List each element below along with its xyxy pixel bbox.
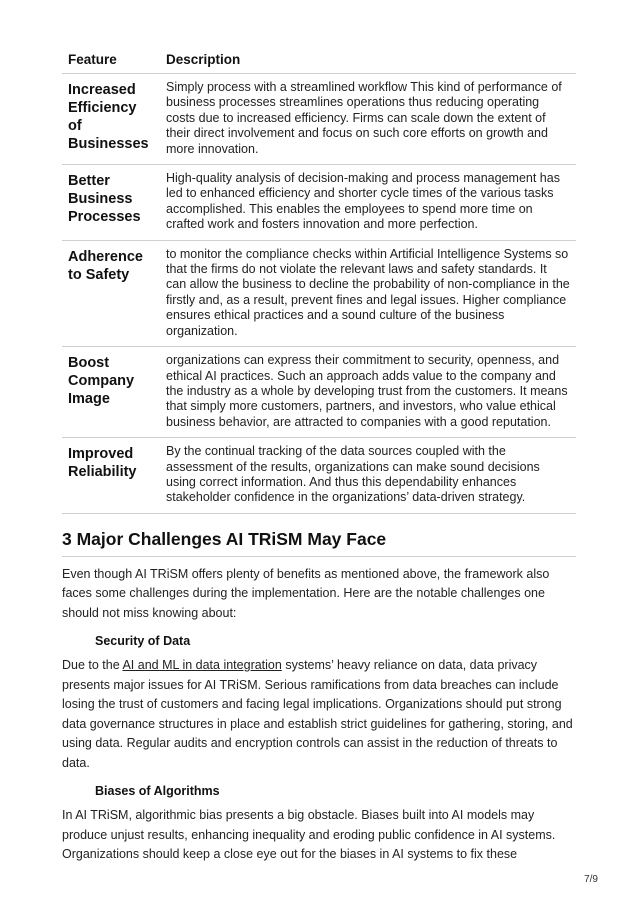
table-row xyxy=(62,347,576,438)
description-cell: By the continual tracking of the data sources coupled with the assessment of the results, organizations can make sound decisions using correct information. And thus this dependability enhances stakeholder confidence in the organizations’ data-driven strategy. xyxy=(160,438,576,514)
table-row xyxy=(62,438,576,514)
document-page xyxy=(62,50,576,865)
feature-cell: Adherence to Safety xyxy=(62,240,160,346)
description-cell: High-quality analysis of decision-making and process management has led to enhanced efficiency and shorter cycle times of the various tasks accomplished. This enables the employees to spend more time on crafted work and fosters innovation and more perfection. xyxy=(160,165,576,241)
security-text-after: systems’ heavy reliance on data, data privacy presents major issues for AI TRiSM. Serious ramifications from data breaches can include losing the trust of customers and facing legal implications. Organizations should put strong data governance structures in place and establish strict guidelines for gathering, storing, and using data. Regular audits and encryption controls can assist in the reduction of threats to data. xyxy=(62,658,573,770)
table-row xyxy=(62,165,576,241)
feature-cell: Improved Reliability xyxy=(62,438,160,514)
feature-cell: Boost Company Image xyxy=(62,347,160,438)
description-cell: Simply process with a streamlined workflow This kind of performance of business processes streamlines operations thus reducing operating costs due to increased efficiency. Firms can scale down the extent of their direct involvement and focus on such core efforts on growth and more innovation. xyxy=(160,74,576,165)
security-subheading: Security of Data xyxy=(95,634,191,649)
feature-column-header: Feature xyxy=(62,50,160,74)
security-text-before: Due to the xyxy=(62,658,123,673)
description-cell: to monitor the compliance checks within Artificial Intelligence Systems so that the firms do not violate the relevant laws and safety standards. It can allow the business to decline the probability of non-compliance in the firstly and, as a result, prevent fines and legal issues. Higher compliance ensures ethical practices and a sound culture of the business organization. xyxy=(160,240,576,346)
description-cell: organizations can express their commitment to security, openness, and ethical AI practices. Such an approach adds value to the company and the industry as a whole by developing trust from the customers. It means that simply more customers, partners, and investors, who value ethical business behavior, are attracted to companies with a good reputation. xyxy=(160,347,576,438)
feature-cell: Better Business Processes xyxy=(62,165,160,241)
ai-ml-data-integration-link[interactable]: AI and ML in data integration xyxy=(122,658,282,673)
bias-paragraph: In AI TRiSM, algorithmic bias presents a big obstacle. Biases built into AI models may produce unjust results, enhancing inequality and eroding public confidence in AI systems. Organizations should keep a close eye out for the biases in AI systems to fix these xyxy=(62,808,556,862)
section-intro: Even though AI TRiSM offers plenty of benefits as mentioned above, the framework also faces some challenges during the implementation. Here are the notable challenges one should not miss knowing about: xyxy=(62,566,550,620)
table-row xyxy=(62,240,576,346)
feature-cell: Increased Efficiency of Businesses xyxy=(62,74,160,165)
page-number: 7/9 xyxy=(584,874,598,885)
features-table xyxy=(62,50,576,514)
section-heading: 3 Major Challenges AI TRiSM May Face xyxy=(62,529,576,557)
bias-subheading: Biases of Algorithms xyxy=(95,784,220,799)
table-row xyxy=(62,74,576,165)
security-paragraph xyxy=(62,656,576,773)
table-header-row xyxy=(62,50,576,74)
description-column-header: Description xyxy=(160,50,576,74)
